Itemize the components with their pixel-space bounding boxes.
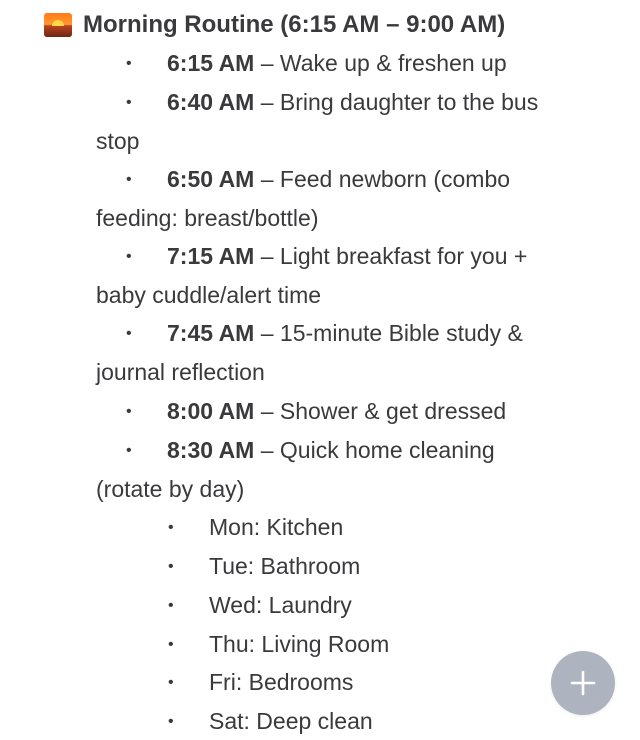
list-item[interactable] bbox=[167, 88, 538, 116]
sub-list-item[interactable]: Mon: Kitchen bbox=[209, 514, 344, 540]
item-continuation: stop bbox=[96, 128, 140, 154]
item-text: – 15-minute Bible study & bbox=[254, 320, 523, 346]
item-text: – Bring daughter to the bus bbox=[254, 89, 539, 115]
item-text: – Shower & get dressed bbox=[254, 398, 507, 424]
item-text: – Feed newborn (combo bbox=[254, 166, 511, 192]
plus-icon bbox=[570, 670, 596, 696]
bullet: • bbox=[126, 325, 132, 342]
sunrise-icon bbox=[44, 13, 72, 37]
item-time: 7:15 AM bbox=[167, 243, 255, 269]
item-text: – Light breakfast for you + bbox=[254, 243, 528, 269]
sub-bullet: • bbox=[168, 558, 174, 575]
heading-title: Morning Routine (6:15 AM – 9:00 AM) bbox=[83, 11, 506, 38]
sub-list-item[interactable]: Fri: Bedrooms bbox=[209, 669, 354, 695]
sub-list-item[interactable]: Thu: Living Room bbox=[209, 631, 390, 657]
bullet: • bbox=[126, 55, 132, 72]
item-text: – Wake up & freshen up bbox=[254, 50, 507, 76]
sub-bullet: • bbox=[168, 713, 174, 730]
item-continuation: baby cuddle/alert time bbox=[96, 282, 322, 308]
sub-list-item[interactable]: Wed: Laundry bbox=[209, 592, 352, 618]
item-continuation: (rotate by day) bbox=[96, 476, 245, 502]
list-item[interactable] bbox=[167, 49, 507, 77]
item-time: 7:45 AM bbox=[167, 320, 255, 346]
list-item[interactable] bbox=[167, 436, 495, 464]
bullet: • bbox=[126, 94, 132, 111]
item-time: 6:15 AM bbox=[167, 50, 255, 76]
sub-bullet: • bbox=[168, 636, 174, 653]
list-item[interactable] bbox=[167, 165, 510, 193]
sub-bullet: • bbox=[168, 519, 174, 536]
sub-bullet: • bbox=[168, 597, 174, 614]
item-continuation: journal reflection bbox=[96, 359, 265, 385]
bullet: • bbox=[126, 248, 132, 265]
item-time: 6:50 AM bbox=[167, 166, 255, 192]
sub-bullet: • bbox=[168, 674, 174, 691]
add-button[interactable] bbox=[551, 651, 615, 715]
sub-list-item[interactable]: Tue: Bathroom bbox=[209, 553, 361, 579]
item-text: – Quick home cleaning bbox=[254, 437, 495, 463]
item-continuation: feeding: breast/bottle) bbox=[96, 205, 319, 231]
section-heading bbox=[44, 8, 505, 42]
item-time: 8:00 AM bbox=[167, 398, 255, 424]
item-time: 6:40 AM bbox=[167, 89, 255, 115]
bullet: • bbox=[126, 442, 132, 459]
list-item[interactable] bbox=[167, 319, 523, 347]
bullet: • bbox=[126, 403, 132, 420]
list-item[interactable] bbox=[167, 397, 506, 425]
item-time: 8:30 AM bbox=[167, 437, 255, 463]
bullet: • bbox=[126, 171, 132, 188]
list-item[interactable] bbox=[167, 242, 527, 270]
sub-list-item[interactable]: Sat: Deep clean bbox=[209, 708, 373, 734]
